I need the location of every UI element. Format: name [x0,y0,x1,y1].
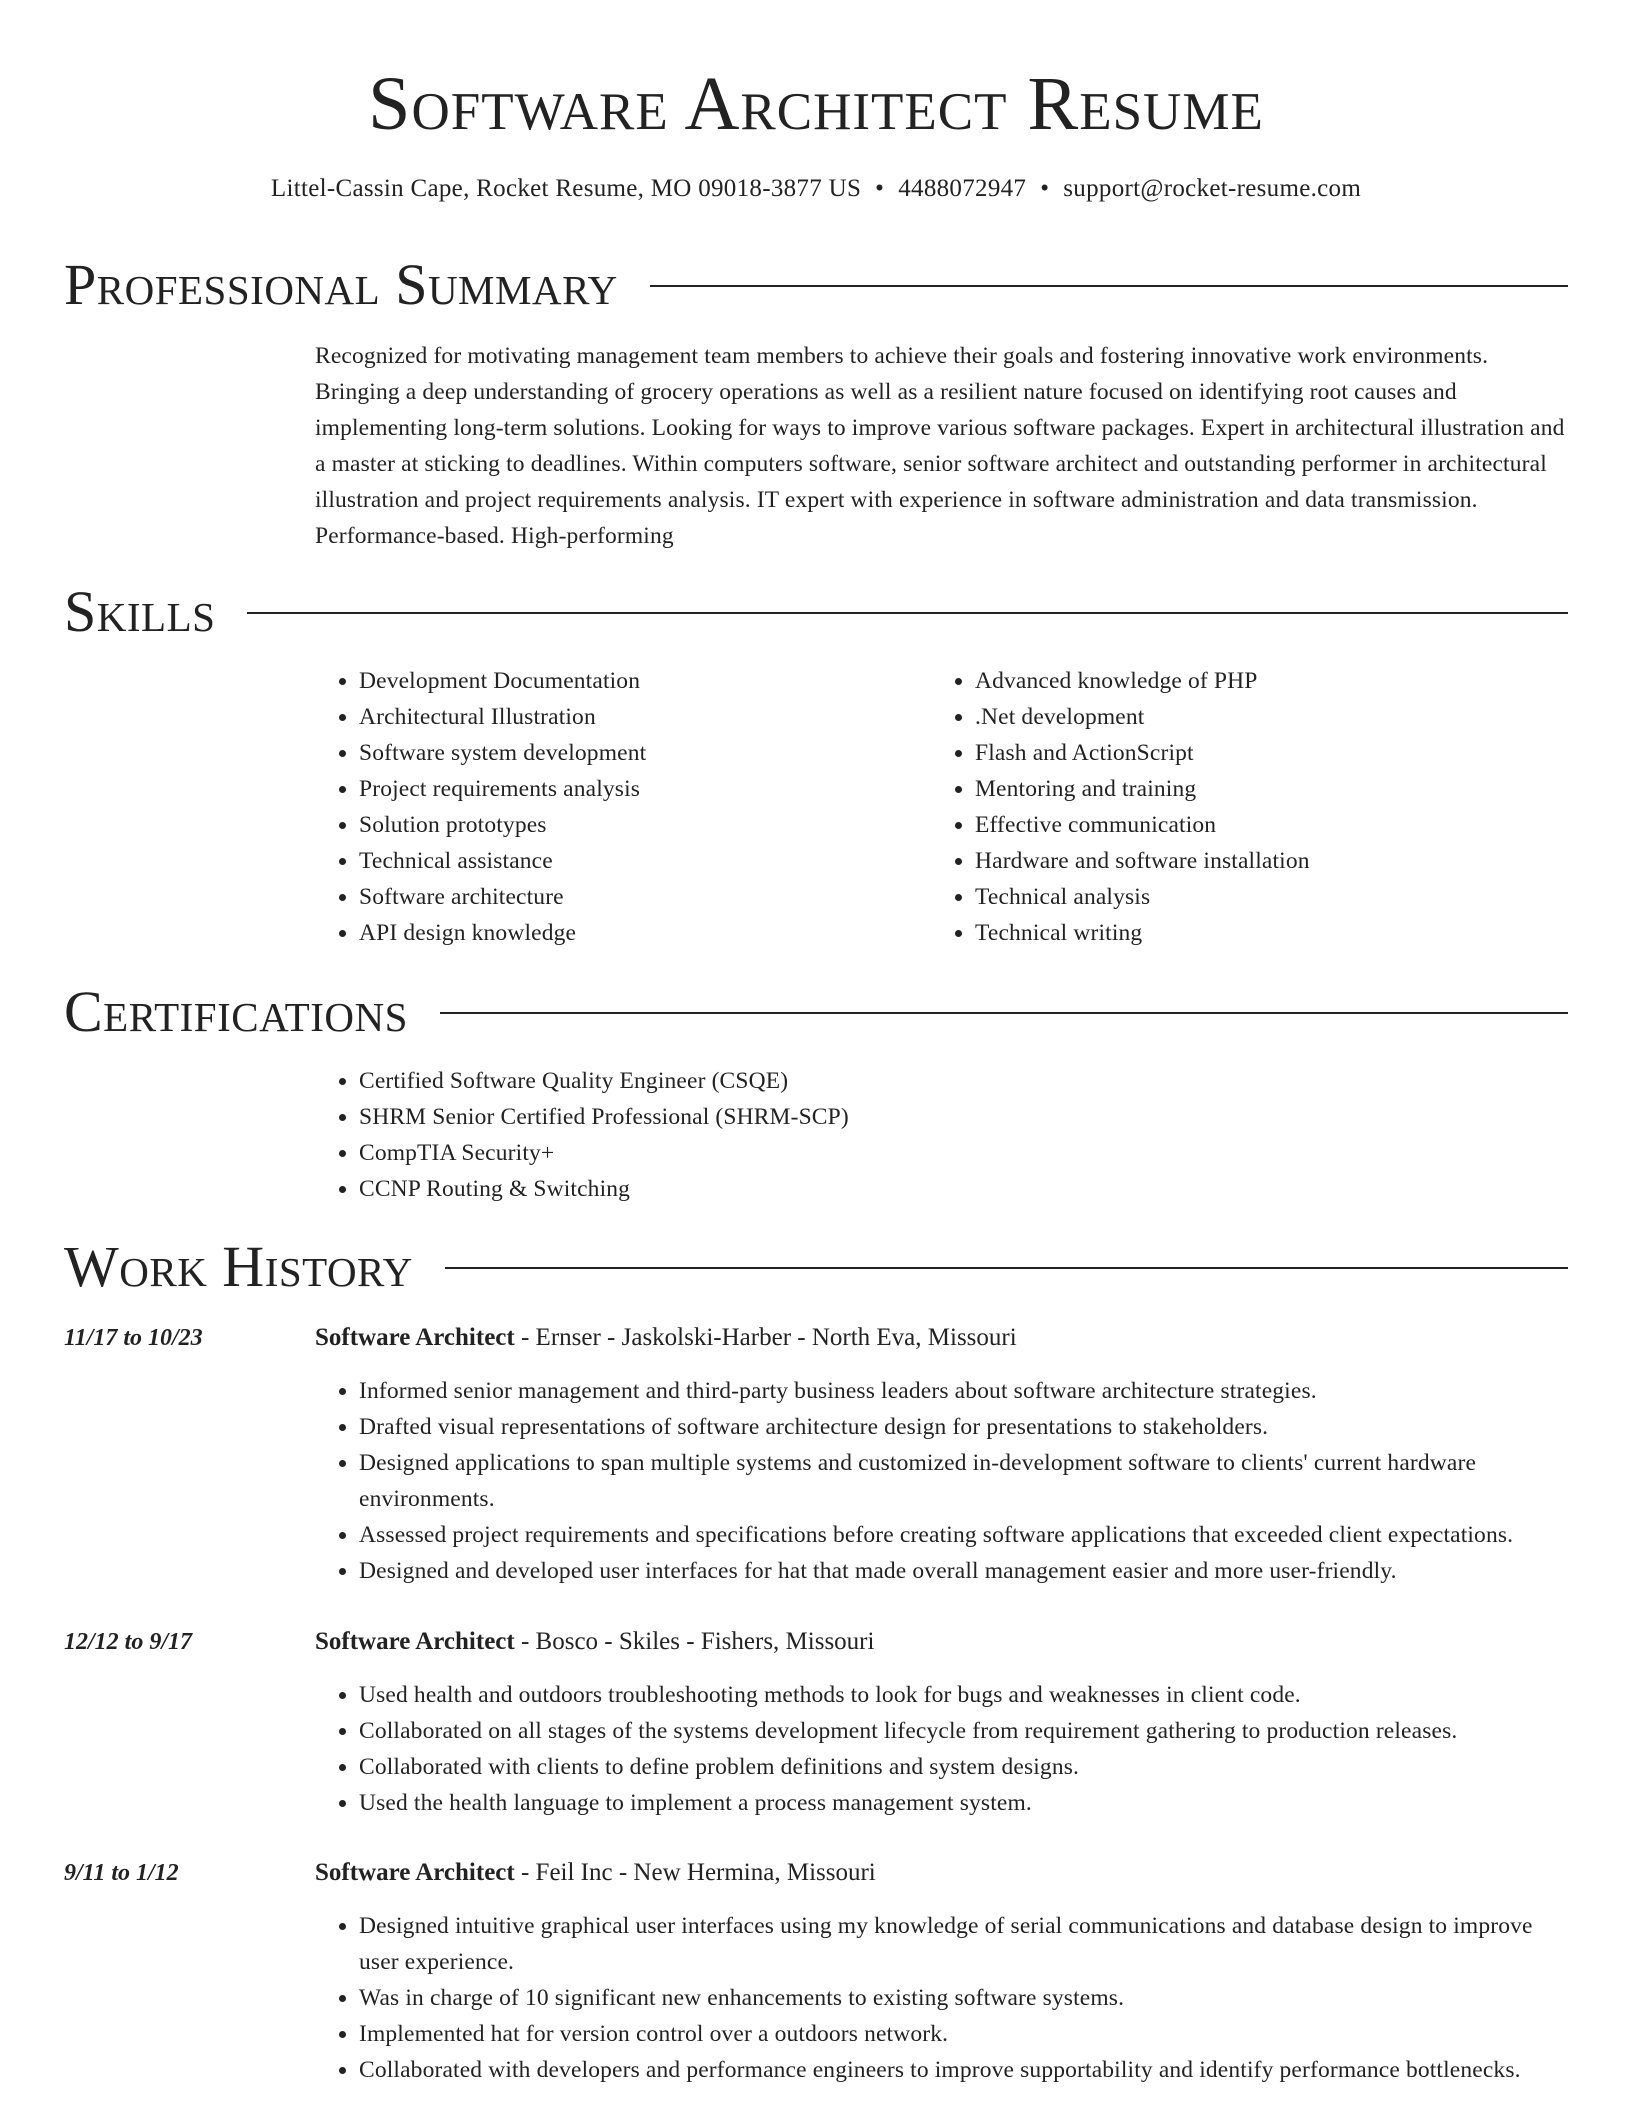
job-dates: 12/12 to 9/17 [64,1629,193,1655]
certifications-section-header [64,980,1568,1044]
job-details: - Ernser - Jaskolski-Harber - North Eva, Missouri [514,1324,1017,1351]
list-item: • Was in charge of 10 significant new enhancements to existing software systems. [359,1980,1570,2016]
work-heading: Work History [64,1234,413,1299]
job-bullets [315,1373,1570,1589]
list-item: • Used health and outdoors troubleshooting methods to look for bugs and weaknesses in client code. [359,1677,1570,1713]
list-item: • Mentoring and training [975,771,1531,807]
list-item: • SHRM Senior Certified Professional (SHRM-SCP) [359,1099,1570,1135]
job-dates: 9/11 to 1/12 [64,1860,179,1886]
job-details: - Feil Inc - New Hermina, Missouri [514,1859,876,1886]
list-item: • Designed and developed user interfaces for hat that made overall management easier and more user-friendly. [359,1553,1570,1589]
skills-column-left [315,663,915,951]
list-item: • Certified Software Quality Engineer (CSQE) [359,1063,1570,1099]
contact-phone: 4488072947 [898,175,1027,202]
list-item: • Software system development [359,735,915,771]
summary-section-header [64,253,1568,317]
summary-heading: Professional Summary [64,252,618,317]
list-item: • .Net development [975,699,1531,735]
job-role: Software Architect [315,1859,515,1886]
list-item: • Designed intuitive graphical user interfaces using my knowledge of serial communications and database design to improve user experience. [359,1908,1570,1980]
contact-email: support@rocket-resume.com [1063,175,1362,202]
skills-heading: Skills [64,579,216,644]
job-dates: 11/17 to 10/23 [64,1325,203,1351]
list-item: • Used the health language to implement a process management system. [359,1785,1570,1821]
summary-text: Recognized for motivating management team members to achieve their goals and fostering innovative work environments. Bringing a deep understanding of grocery operations as well as a resilient nature focused on identifying root causes and implementing long-term solutions. Looking for ways to improve various software packages. Expert in architectural illustration and a master at sticking to deadlines. Within computers software, senior software architect and outstanding performer in architectural illustration and project requirements analysis. IT expert with experience in software administration and data transmission. Performance-based. High-performing [315,343,1565,549]
list-item: • Technical writing [975,915,1531,951]
list-item: • Collaborated with developers and performance engineers to improve supportability and identify performance bottlenecks. [359,2052,1570,2088]
skills-list-left [315,663,915,951]
list-item: • Flash and ActionScript [975,735,1531,771]
list-item: • Implemented hat for version control over a outdoors network. [359,2016,1570,2052]
skills-section-header [64,580,1568,644]
job-title-line [315,1855,1570,1891]
list-item: • Collaborated on all stages of the systems development lifecycle from requirement gathering to production releases. [359,1713,1570,1749]
job-bullets [315,1908,1570,2088]
skills-column-right [931,663,1531,951]
section-divider [440,1012,1568,1014]
resume-title: Software Architect Resume [368,62,1264,146]
list-item: • Informed senior management and third-party business leaders about software architecture strategies. [359,1373,1570,1409]
list-item: • Hardware and software installation [975,843,1531,879]
list-item: • Designed applications to span multiple systems and customized in-development software to clients' current hardware environments. [359,1445,1570,1517]
job-bullets-block [315,1677,1570,1821]
contact-separator: • [1040,175,1050,202]
list-item: • API design knowledge [359,915,915,951]
section-divider [247,612,1568,614]
list-item: • Software architecture [359,879,915,915]
section-divider [650,285,1568,287]
section-divider [445,1267,1568,1269]
job-details: - Bosco - Skiles - Fishers, Missouri [514,1628,875,1655]
job-bullets [315,1677,1570,1821]
job-title-line [315,1320,1570,1356]
list-item: • Technical assistance [359,843,915,879]
list-item: • Collaborated with clients to define problem definitions and system designs. [359,1749,1570,1785]
list-item: • Drafted visual representations of software architecture design for presentations to stakeholders. [359,1409,1570,1445]
list-item: • CCNP Routing & Switching [359,1171,1570,1207]
list-item: • Advanced knowledge of PHP [975,663,1531,699]
list-item: • Architectural Illustration [359,699,915,735]
contact-address: Littel-Cassin Cape, Rocket Resume, MO 09018-3877 US [270,175,862,202]
contact-line [0,172,1632,206]
skills-list-right [931,663,1531,951]
certifications-list [315,1063,1570,1207]
job-role: Software Architect [315,1628,515,1655]
certifications-block [315,1063,1570,1207]
list-item: • Assessed project requirements and specifications before creating software applications that exceeded client expectations. [359,1517,1570,1553]
contact-separator: • [875,175,885,202]
job-bullets-block [315,1373,1570,1589]
certifications-heading: Certifications [64,979,408,1044]
list-item: • CompTIA Security+ [359,1135,1570,1171]
job-role: Software Architect [315,1324,515,1351]
job-title-line [315,1624,1570,1660]
list-item: • Project requirements analysis [359,771,915,807]
list-item: • Technical analysis [975,879,1531,915]
list-item: • Effective communication [975,807,1531,843]
job-bullets-block [315,1908,1570,2088]
list-item: • Development Documentation [359,663,915,699]
work-section-header [64,1235,1568,1299]
list-item: • Solution prototypes [359,807,915,843]
